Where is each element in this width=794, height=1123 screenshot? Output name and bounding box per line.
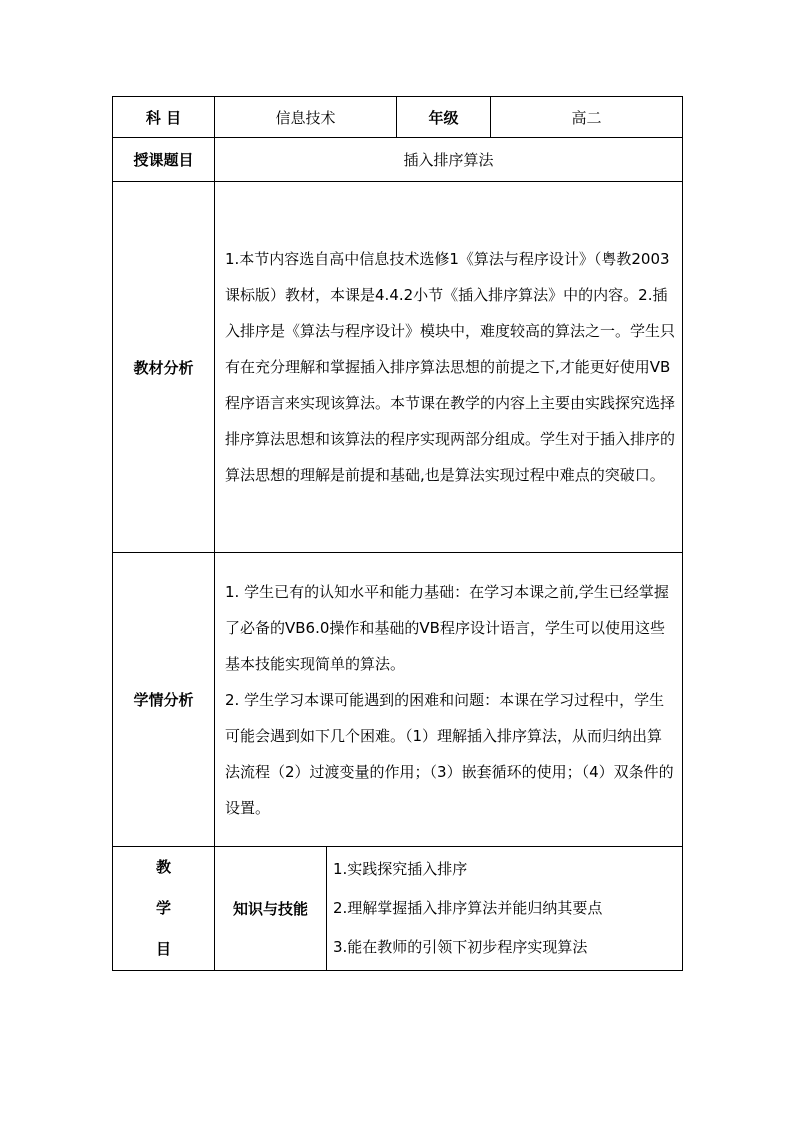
topic-value: 插入排序算法: [215, 138, 683, 182]
goal-list: [327, 847, 683, 971]
goal-item: 1.实践探究插入排序: [333, 860, 468, 878]
topic-label: 授课题目: [113, 138, 215, 182]
teaching-goals-label-char: 目: [155, 940, 171, 958]
grade-label: 年级: [397, 97, 491, 138]
textbook-analysis-label: 教材分析: [113, 182, 215, 553]
goal-item: 2.理解掌握插入排序算法并能归纳其要点: [333, 899, 603, 917]
learner-analysis-label: 学情分析: [113, 553, 215, 847]
goal-category: 知识与技能: [215, 847, 327, 971]
subject-label: 科 目: [113, 97, 215, 138]
learner-analysis-paragraph-1: 1. 学生已有的认知水平和能力基础：在学习本课之前,学生已经掌握了必备的VB6.0操作和基础的VB程序设计语言，学生可以使用这些基本技能实现简单的算法。: [225, 582, 669, 673]
goal-item: 3.能在教师的引领下初步程序实现算法: [333, 938, 588, 956]
teaching-goals-row: [113, 847, 683, 971]
subject-value: 信息技术: [215, 97, 397, 138]
lesson-plan-table: [112, 96, 683, 971]
learner-analysis-paragraph-2: 2. 学生学习本课可能遇到的困难和问题：本课在学习过程中，学生可能会遇到如下几个困难。（1）理解插入排序算法，从而归纳出算法流程（2）过渡变量的作用；（3）嵌套循环的使用；（4）双条件的设置。: [225, 690, 674, 817]
topic-row: [113, 138, 683, 182]
teaching-goals-label-char: 学: [155, 899, 171, 917]
textbook-analysis-text: 1.本节内容选自高中信息技术选修1《算法与程序设计》（粤教2003课标版）教材，本课是4.4.2小节《插入排序算法》中的内容。2.插入排序是《算法与程序设计》模块中，难度较高的算法之一。学生只有在充分理解和掌握插入排序算法思想的前提之下,才能更好使用VB程序语言来实现该算法。本节课在教学的内容上主要由实践探究选择排序算法思想和该算法的程序实现两部分组成。学生对于插入排序的算法思想的理解是前提和基础,也是算法实现过程中难点的突破口。: [225, 250, 676, 484]
learner-analysis-row: [113, 553, 683, 847]
teaching-goals-label-char: 教: [155, 858, 171, 876]
subject-row: [113, 97, 683, 138]
learner-analysis-cell: [215, 553, 683, 847]
textbook-analysis-cell: [215, 182, 683, 553]
grade-value: 高二: [491, 97, 683, 138]
teaching-goals-label: [113, 847, 215, 971]
textbook-analysis-row: [113, 182, 683, 553]
